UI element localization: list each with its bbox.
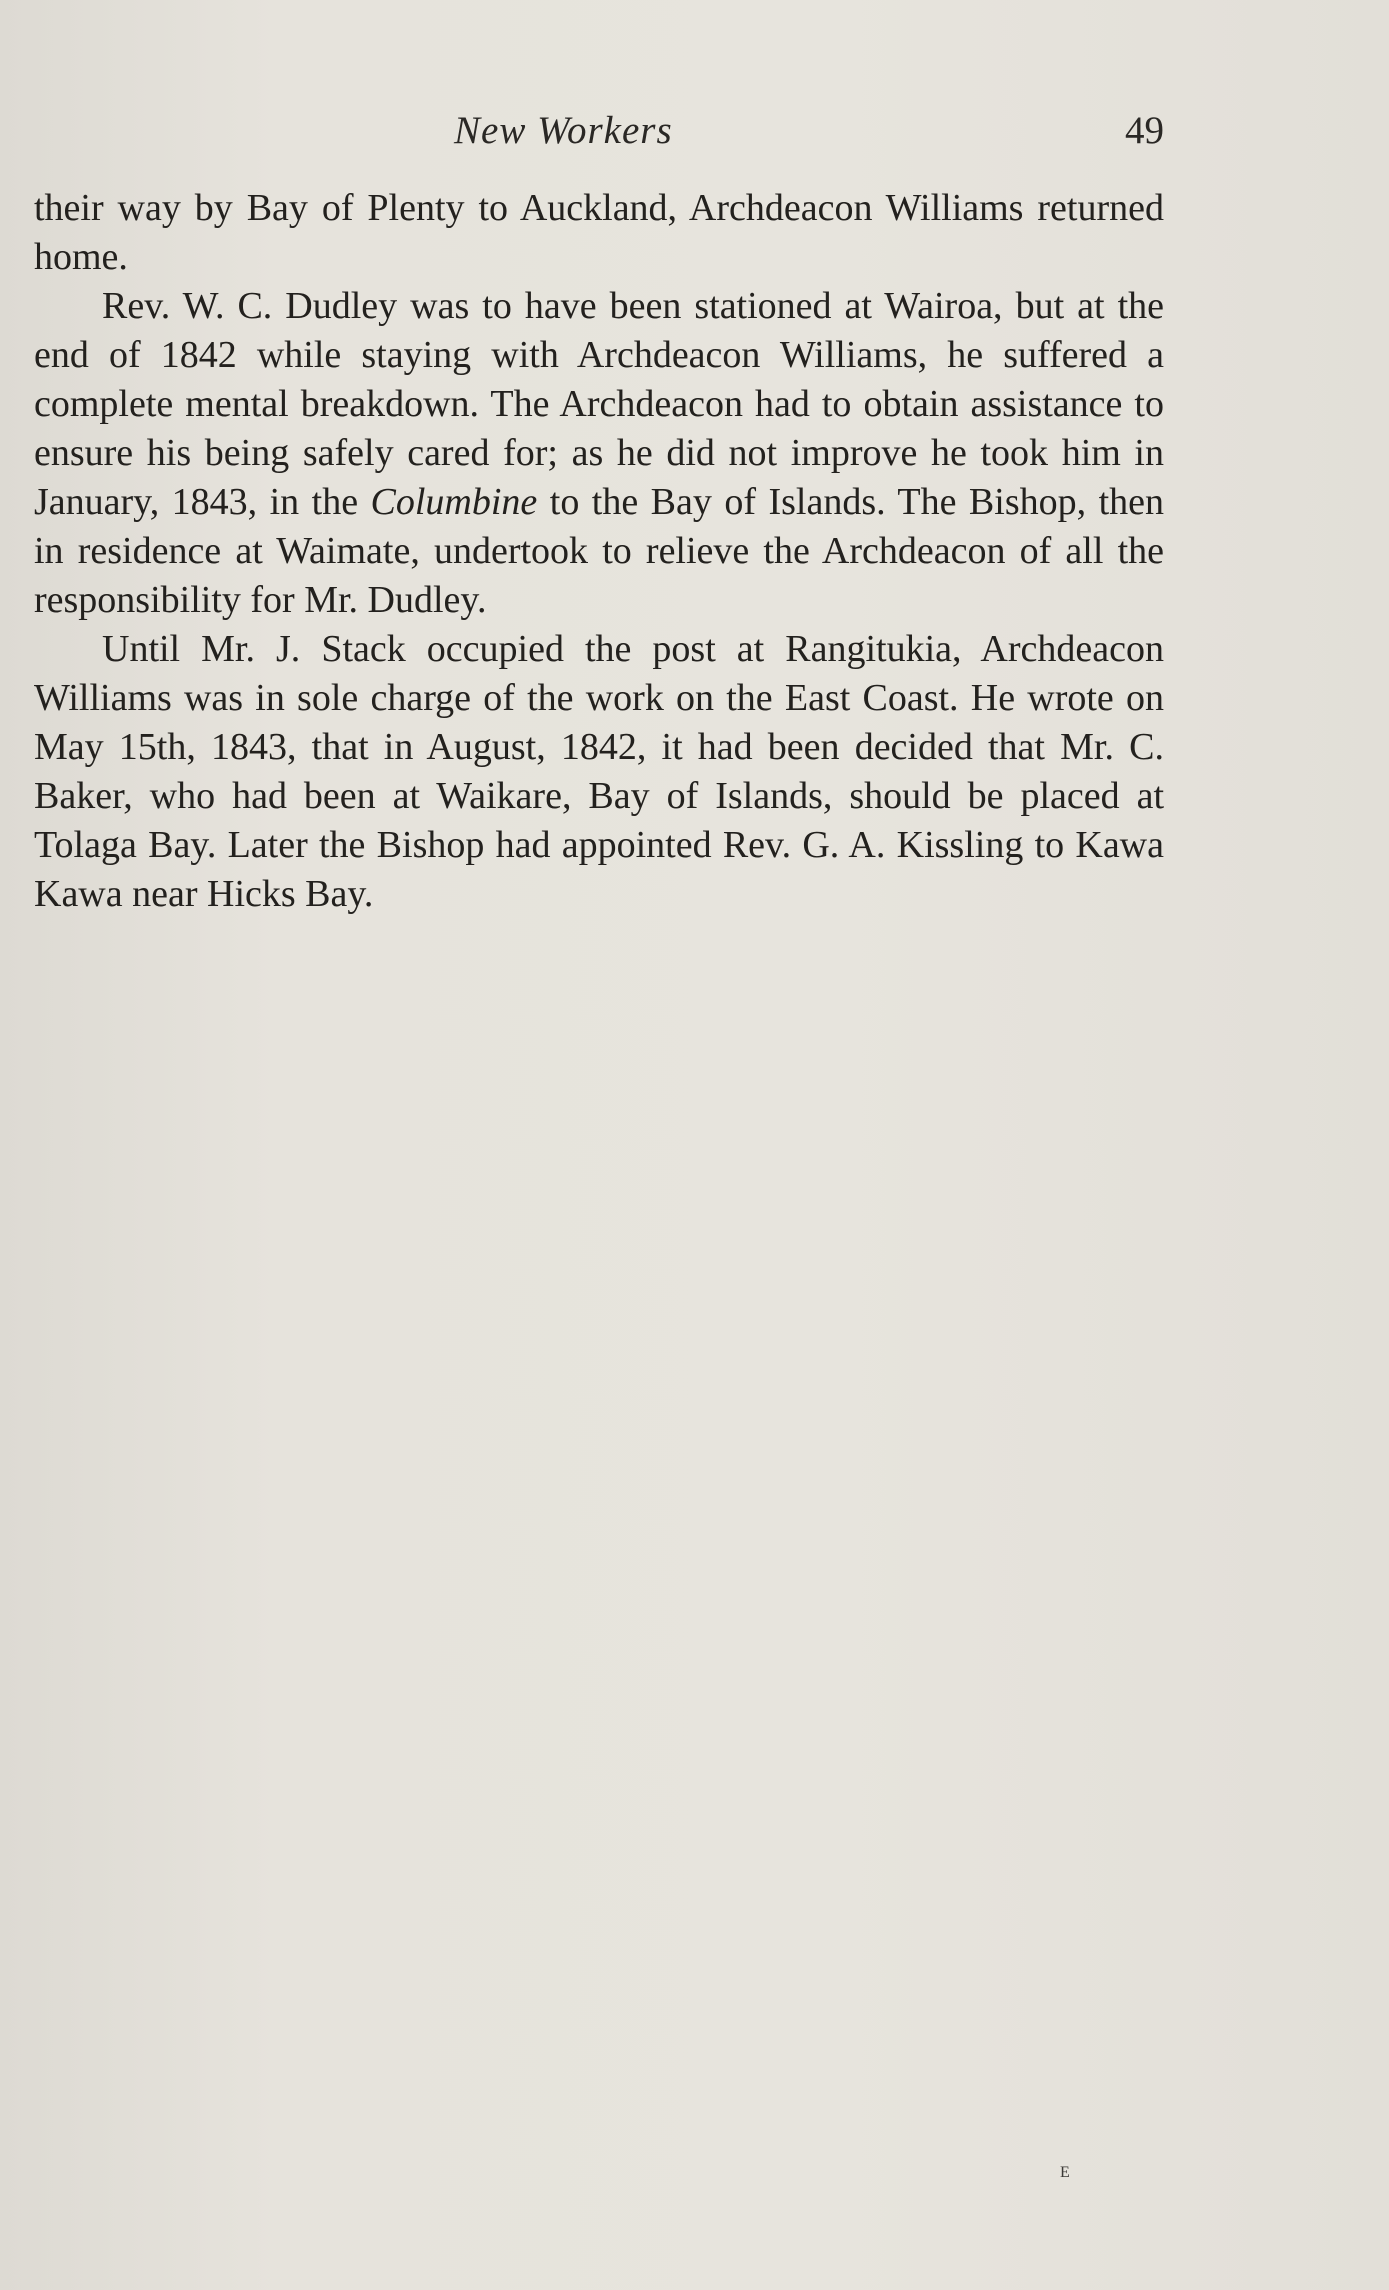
- ship-name-columbine: Columbine: [370, 481, 538, 523]
- page-header: [34, 108, 1164, 156]
- paragraph-2-text-a: Rev. W. C. Dudley was to have been stationed at Wairoa, but at the end of 1842 while staying with Archdeacon Williams, he suffered a complete mental breakdown. The Archdeacon had to obtain assistance to ensure his being safely cared for; as he did not improve he took him in January, 1843, in the: [34, 285, 1164, 523]
- signature-mark: E: [1060, 2164, 1070, 2181]
- paragraph-3: Until Mr. J. Stack occupied the post at Rangitukia, Archdeacon Williams was in sole charge of the work on the East Coast. He wrote on May 15th, 1843, that in August, 1842, it had been decided that Mr. C. Baker, who had been at Waikare, Bay of Islands, should be placed at Tolaga Bay. Later the Bishop had appointed Rev. G. A. Kissling to Kawa Kawa near Hicks Bay.: [34, 628, 1164, 915]
- page-number: 49: [1125, 109, 1164, 152]
- paragraph-2-text-b: to the Bay of Islands. The Bishop, then in residence at Waimate, undertook to relieve the Archdeacon of all the responsibility for Mr. Dudley.: [34, 481, 1164, 621]
- paragraph-1: their way by Bay of Plenty to Auckland, Archdeacon Williams returned home.: [34, 187, 1164, 278]
- body-text: [34, 184, 1164, 919]
- paragraph-2: [34, 282, 1164, 625]
- running-head: New Workers: [454, 109, 673, 152]
